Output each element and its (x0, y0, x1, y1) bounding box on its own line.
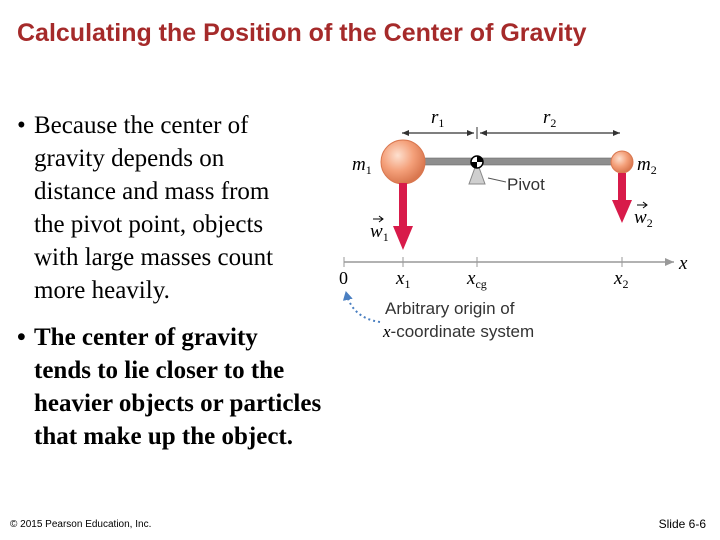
x2-tick-label: $x_2$ (614, 268, 629, 291)
dimension-line (402, 127, 620, 139)
weight-arrow-1 (393, 183, 413, 250)
mass-2-ball (611, 151, 633, 173)
x-axis-label: x (679, 253, 688, 274)
copyright-footer: © 2015 Pearson Education, Inc. (10, 519, 152, 530)
w1-label (370, 216, 389, 244)
bullet-marker: • (17, 324, 26, 351)
bullet-text-1: Because the center of gravity depends on distance and mass from the pivot point, objects with large masses count more heavily. (34, 112, 274, 304)
r2-label: $r_2$ (543, 107, 557, 130)
slide-title: Calculating the Position of the Center of Gravity (17, 19, 587, 47)
origin-note-line-1: Arbitrary origin of (385, 299, 515, 318)
x1-tick-label: $x_1$ (396, 268, 411, 291)
pivot-label: Pivot (507, 175, 545, 194)
origin-note-line-2: x-coordinate system (383, 322, 535, 341)
xcg-tick-label: $x_{cg}$ (467, 268, 487, 291)
m2-label: $m_2$ (637, 154, 657, 177)
mass-1-ball (381, 140, 425, 184)
m1-label: $m_1$ (352, 154, 372, 177)
weight-arrow-2 (612, 173, 632, 223)
w2-label (634, 202, 653, 230)
bullet-text-2: The center of gravity tends to lie closer to the heavier objects or particles that make up the object. (34, 324, 322, 450)
bullet-marker: • (17, 112, 26, 139)
pivot-icon (469, 156, 485, 184)
svg-text:w1: $w_1$ (370, 221, 389, 244)
origin-tick-label: 0 (339, 268, 348, 288)
slide-number: Slide 6-6 (658, 517, 706, 531)
r1-label: $r_1$ (431, 107, 445, 130)
svg-text:w2: $w_2$ (634, 207, 653, 230)
origin-pointer-arrow (346, 292, 380, 322)
pivot-leader-line (488, 178, 506, 182)
rod (418, 158, 623, 165)
